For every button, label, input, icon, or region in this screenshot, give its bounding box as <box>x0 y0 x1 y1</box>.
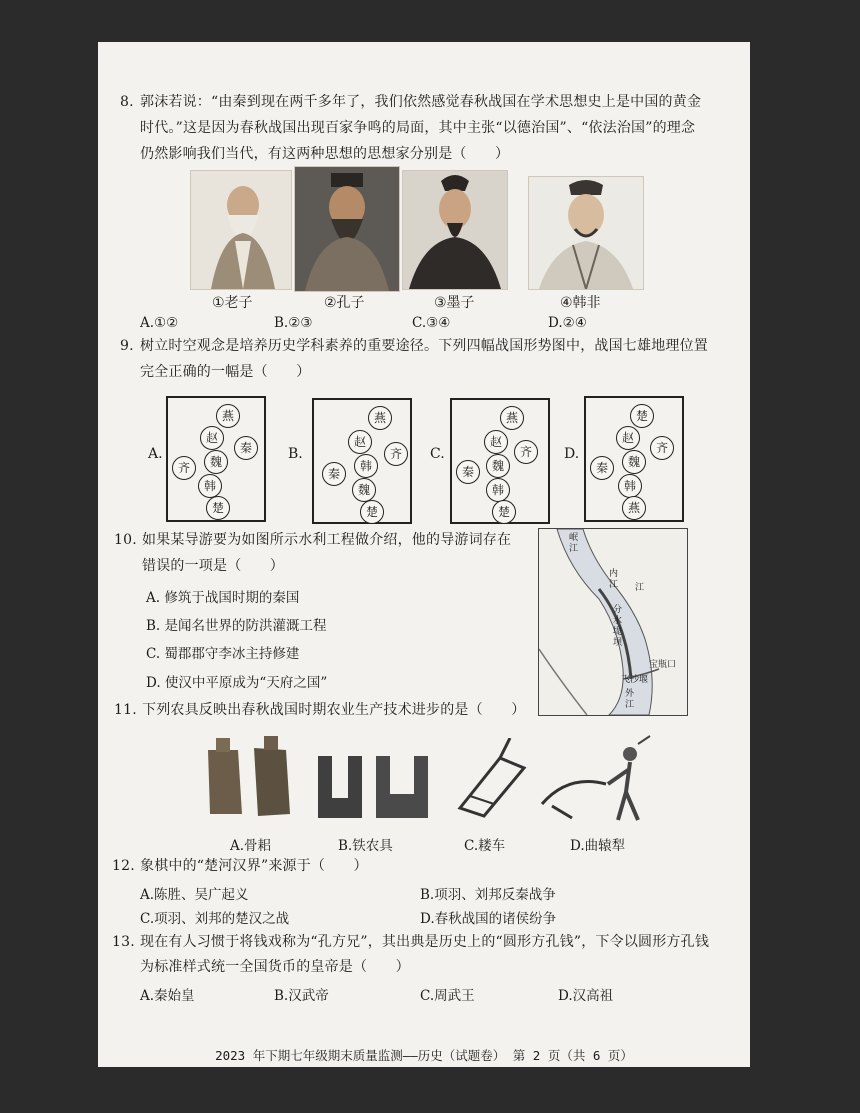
map-d-letter[interactable]: D. <box>564 446 580 462</box>
map-a-letter[interactable]: A. <box>148 446 163 462</box>
label-inner-river: 内江 <box>609 569 619 590</box>
q12-line: 象棋中的“楚河汉界”来源于（ ） <box>140 858 368 874</box>
map-a-node: 韩 <box>198 474 222 498</box>
q13-option-c[interactable]: C.周武王 <box>420 988 475 1004</box>
map-a-node: 燕 <box>216 404 240 428</box>
map-b-node: 燕 <box>368 406 392 430</box>
map-b[interactable] <box>312 398 412 524</box>
q8-line2: 时代。”这是因为春秋战国出现百家争鸣的局面，其中主张“以德治国”、“依法治国”的理念 <box>140 120 696 136</box>
map-c[interactable] <box>450 398 550 524</box>
q8-option-c[interactable]: C.③④ <box>412 315 451 331</box>
laozi-portrait <box>190 170 292 290</box>
q12-option-b[interactable]: B.项羽、刘邦反秦战争 <box>420 887 556 903</box>
map-a-node: 齐 <box>172 456 196 480</box>
q11-option-b[interactable]: B.铁农具 <box>338 838 393 854</box>
q10-option-a[interactable]: A. 修筑于战国时期的秦国 <box>146 590 300 606</box>
q8-line3: 仍然影响我们当代，有这两种思想的思想家分别是（ ） <box>140 146 510 162</box>
page-footer: 2023 年下期七年级期末质量监测——历史（试题卷） 第 2 页（共 6 页） <box>215 1048 633 1063</box>
q9-number: 9. <box>120 338 134 354</box>
q12-option-d[interactable]: D.春秋战国的诸侯纷争 <box>420 911 557 927</box>
map-d-node: 燕 <box>622 496 646 520</box>
q12-option-a[interactable]: A.陈胜、吴广起义 <box>140 887 249 903</box>
q10-option-b[interactable]: B. 是闻名世界的防洪灌溉工程 <box>146 618 327 634</box>
label-baopingkou: 宝瓶口 <box>649 660 677 670</box>
q9-line2: 完全正确的一幅是（ ） <box>140 364 311 380</box>
q8-option-b[interactable]: B.②③ <box>274 315 313 331</box>
map-b-node: 韩 <box>354 454 378 478</box>
map-b-node: 秦 <box>322 462 346 486</box>
label-min-river: 岷江 <box>569 533 579 554</box>
q10-option-d[interactable]: D. 使汉中平原成为“天府之国” <box>146 675 328 691</box>
q13-option-a[interactable]: A.秦始皇 <box>140 988 195 1004</box>
q8-line1: 郭沫若说：“由秦到现在两千多年了，我们依然感觉春秋战国在学术思想史上是中国的黄金 <box>140 94 702 110</box>
label-outer-river: 江 <box>635 583 645 593</box>
q8-number: 8. <box>120 94 134 110</box>
q13-option-b[interactable]: B.汉武帝 <box>274 988 329 1004</box>
iron-tools-image <box>314 742 434 822</box>
q10-line2: 错误的一项是（ ） <box>142 558 284 574</box>
map-b-node: 赵 <box>348 430 372 454</box>
map-d-node: 魏 <box>622 450 646 474</box>
caption-mozi: ③墨子 <box>434 295 475 311</box>
q11-line: 下列农具反映出春秋战国时期农业生产技术进步的是（ ） <box>142 702 526 718</box>
q8-option-d[interactable]: D.②④ <box>548 315 587 331</box>
q11-option-c[interactable]: C.耧车 <box>464 838 506 854</box>
hanfei-portrait <box>528 176 644 290</box>
map-b-node: 齐 <box>384 442 408 466</box>
map-c-node: 秦 <box>456 460 480 484</box>
q11-option-a[interactable]: A.骨耜 <box>230 838 272 854</box>
map-a-node: 秦 <box>234 436 258 460</box>
map-a-node: 楚 <box>206 496 230 520</box>
q10-line1: 如果某导游要为如图所示水利工程做介绍，他的导游词存在 <box>142 532 512 548</box>
map-c-node: 赵 <box>484 430 508 454</box>
label-levee: 分水堤坝 <box>613 605 623 648</box>
map-c-node: 魏 <box>486 454 510 478</box>
map-d-node: 韩 <box>618 474 642 498</box>
label-feishayan: 飞沙堰 <box>621 675 649 685</box>
q8-option-a[interactable]: A.①② <box>140 315 179 331</box>
map-d[interactable] <box>584 396 684 522</box>
q11-number: 11. <box>114 702 137 718</box>
map-a[interactable] <box>166 396 266 522</box>
q12-option-c[interactable]: C.项羽、刘邦的楚汉之战 <box>140 911 290 927</box>
label-outer2: 外江 <box>625 689 635 710</box>
q13-line2: 为标准样式统一全国货币的皇帝是（ ） <box>140 959 410 975</box>
curved-plough-image <box>538 734 658 822</box>
map-b-node: 楚 <box>360 500 384 524</box>
map-b-letter[interactable]: B. <box>288 446 303 462</box>
map-c-node: 燕 <box>500 406 524 430</box>
dujiangyan-map <box>538 528 688 716</box>
q11-option-d[interactable]: D.曲辕犁 <box>570 838 626 854</box>
exam-page <box>98 42 750 1067</box>
q10-number: 10. <box>114 532 137 548</box>
q13-line1: 现在有人习惯于将钱戏称为“孔方兄”，其出典是历史上的“圆形方孔钱”，下令以圆形方孔钱 <box>140 934 710 950</box>
mozi-portrait <box>402 170 508 290</box>
q13-option-d[interactable]: D.汉高祖 <box>558 988 614 1004</box>
q9-line1: 树立时空观念是培养历史学科素养的重要途径。下列四幅战国形势图中，战国七雄地理位置 <box>140 338 708 354</box>
map-c-letter[interactable]: C. <box>430 446 445 462</box>
map-a-node: 赵 <box>200 426 224 450</box>
q13-number: 13. <box>112 934 135 950</box>
map-d-node: 楚 <box>630 404 654 428</box>
map-a-node: 魏 <box>204 450 228 474</box>
caption-laozi: ①老子 <box>212 295 253 311</box>
map-d-node: 齐 <box>650 436 674 460</box>
caption-confucius: ②孔子 <box>324 295 365 311</box>
seed-drill-image <box>450 738 530 818</box>
map-d-node: 赵 <box>616 426 640 450</box>
q10-option-c[interactable]: C. 蜀郡郡守李冰主持修建 <box>146 646 300 662</box>
confucius-portrait <box>294 166 400 292</box>
map-b-node: 魏 <box>352 478 376 502</box>
map-c-node: 齐 <box>514 440 538 464</box>
map-d-node: 秦 <box>590 456 614 480</box>
map-c-node: 楚 <box>492 500 516 524</box>
map-c-node: 韩 <box>486 478 510 502</box>
bone-spade-image <box>202 730 298 820</box>
q12-number: 12. <box>112 858 135 874</box>
caption-hanfei: ④韩非 <box>560 295 601 311</box>
